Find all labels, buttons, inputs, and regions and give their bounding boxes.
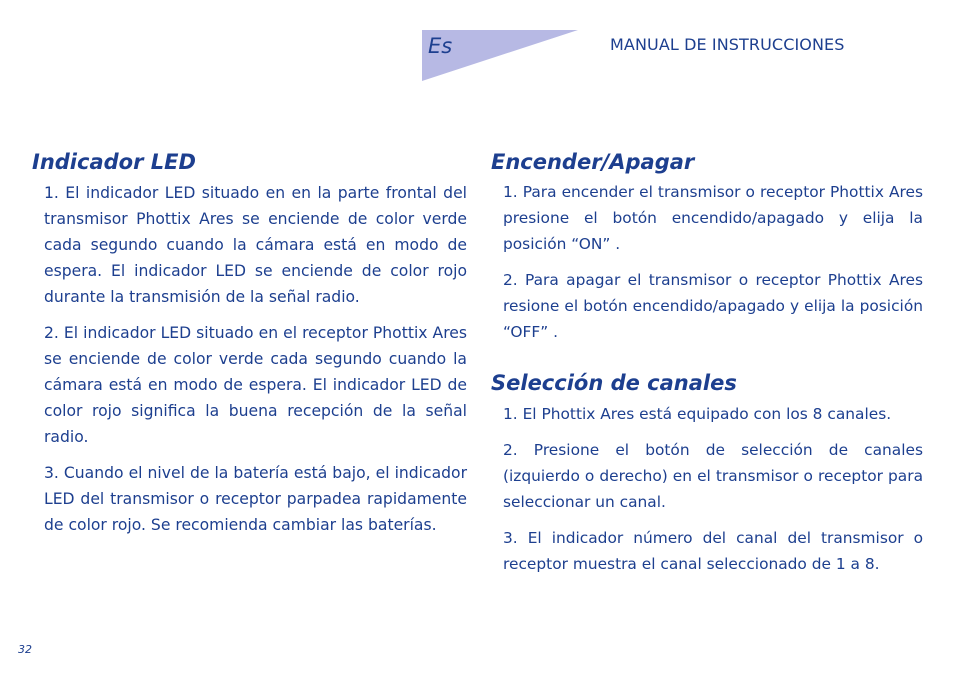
channels-section-body (503, 401, 923, 577)
led-paragraph-1: 1. El indicador LED situado en en la parte frontal del transmisor Phottix Ares se enciende de color verde cada segundo cuando la cámara está en modo de espera. El indicador LED se enciende de color rojo durante la transmisión de la señal radio. (44, 184, 467, 306)
language-label: Es (428, 34, 453, 58)
manual-title: MANUAL DE INSTRUCCIONES (610, 35, 845, 54)
section-title-led: Indicador LED (32, 150, 196, 174)
section-title-channels: Selección de canales (491, 371, 737, 395)
power-section-body (503, 179, 923, 345)
section-title-power: Encender/Apagar (491, 150, 695, 174)
power-paragraph-1: 1. Para encender el transmisor o receptor Phottix Ares presione el botón encendido/apagado y elija la posición “ON” . (503, 183, 923, 253)
led-paragraph-2: 2. El indicador LED situado en el receptor Phottix Ares se enciende de color verde cada segundo cuando la cámara está en modo de espera. El indicador LED de color rojo significa la buena recepción de la señal radio. (44, 324, 467, 446)
language-tab (422, 30, 578, 81)
channels-paragraph-2: 2. Presione el botón de selección de canales (izquierdo o derecho) en el transmisor o receptor para seleccionar un canal. (503, 441, 923, 511)
led-paragraph-3: 3. Cuando el nivel de la batería está bajo, el indicador LED del transmisor o receptor parpadea rapidamente de color rojo. Se recomienda cambiar las baterías. (44, 464, 467, 534)
power-paragraph-2: 2. Para apagar el transmisor o receptor Phottix Ares resione el botón encendido/apagado y elija la posición “OFF” . (503, 271, 923, 341)
channels-paragraph-3: 3. El indicador número del canal del transmisor o receptor muestra el canal seleccionado de 1 a 8. (503, 529, 923, 573)
page-number: 32 (18, 643, 32, 656)
led-section-body (44, 180, 467, 538)
channels-paragraph-1: 1. El Phottix Ares está equipado con los 8 canales. (503, 405, 892, 423)
